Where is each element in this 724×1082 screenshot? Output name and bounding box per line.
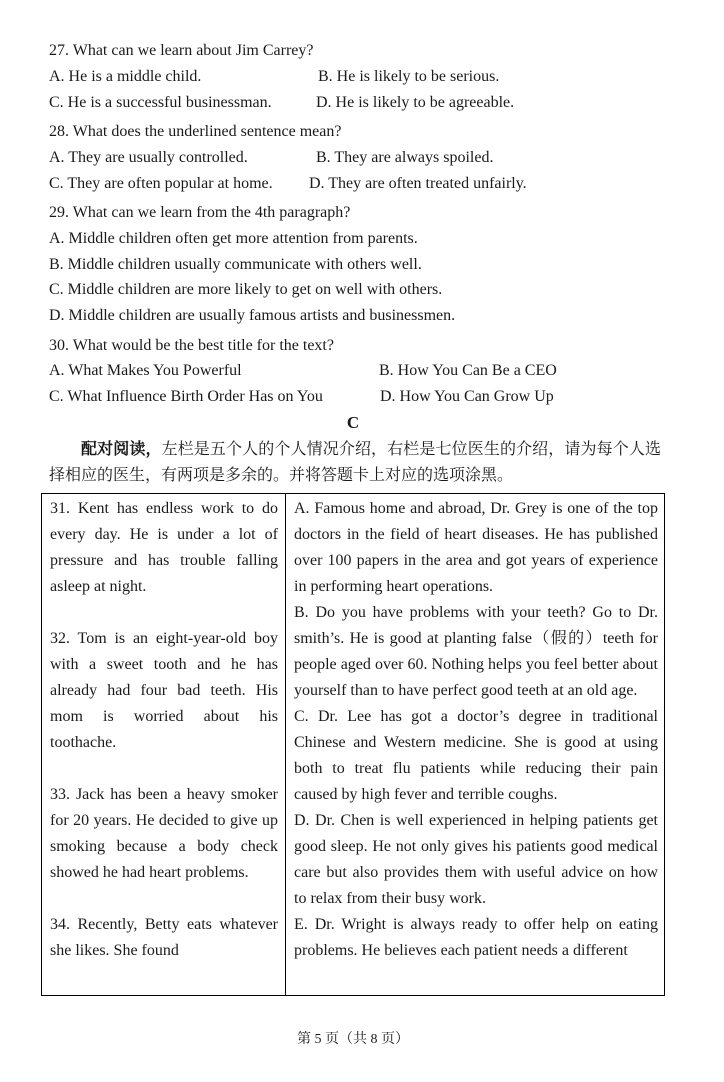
q30-option-a: A. What Makes You Powerful bbox=[49, 362, 242, 379]
page-footer: 第 5 页（共 8 页） bbox=[297, 1032, 409, 1047]
q27-option-d: D. He is likely to be agreeable. bbox=[316, 94, 515, 111]
q29-option-a: A. Middle children often get more attention from parents. bbox=[49, 230, 418, 247]
column-divider bbox=[285, 494, 286, 995]
question-29-stem: 29. What can we learn from the 4th paragraph? bbox=[49, 204, 351, 221]
section-heading: C bbox=[346, 413, 360, 432]
q30-option-c: C. What Influence Birth Order Has on You bbox=[49, 388, 323, 405]
matching-table bbox=[41, 493, 665, 996]
doctor-item-a: A. Famous home and abroad, Dr. Grey is one of the top doctors in the field of heart diseases. He has published over 100 papers in the area and got years of experience in performing heart operations. bbox=[294, 500, 658, 595]
doctor-item-e: E. Dr. Wright is always ready to offer help on eating problems. He believes each patient needs a different bbox=[294, 916, 658, 959]
q28-option-d: D. They are often treated unfairly. bbox=[309, 175, 527, 192]
people-column bbox=[50, 496, 278, 964]
instructions-text: 左栏是五个人的个人情况介绍，右栏是七位医生的介绍，请为每个人选择相应的医生，有两项是多余的。并将答题卡上对应的选项涂黑。 bbox=[49, 441, 661, 484]
doctor-item-c: C. Dr. Lee has got a doctor’s degree in traditional Chinese and Western medicine. She is good at using both to treat flu patients while reducing their pain caused by high fever and terrible coughs. bbox=[294, 708, 658, 803]
q27-option-b: B. He is likely to be serious. bbox=[318, 68, 500, 85]
q27-option-c: C. He is a successful businessman. bbox=[49, 94, 272, 111]
instructions-bold: 配对阅读， bbox=[81, 439, 162, 458]
q30-option-d: D. How You Can Grow Up bbox=[380, 388, 554, 405]
question-27-stem: 27. What can we learn about Jim Carrey? bbox=[49, 42, 314, 59]
person-item-34: 34. Recently, Betty eats whatever she likes. She found bbox=[50, 916, 278, 959]
q29-option-b: B. Middle children usually communicate with others well. bbox=[49, 256, 422, 273]
question-30-stem: 30. What would be the best title for the text? bbox=[49, 337, 334, 354]
q28-option-a: A. They are usually controlled. bbox=[49, 149, 248, 166]
q27-option-a: A. He is a middle child. bbox=[49, 68, 202, 85]
person-item-31: 31. Kent has endless work to do every day. He is under a lot of pressure and has trouble falling asleep at night. bbox=[50, 500, 278, 595]
question-28-stem: 28. What does the underlined sentence mean? bbox=[49, 123, 342, 140]
doctor-item-b: B. Do you have problems with your teeth? Go to Dr. smith’s. He is good at planting false（假的）teeth for people aged over 60. Nothing helps you feel better about yourself than to have perfect good teeth at an old age. bbox=[294, 604, 658, 699]
q28-option-c: C. They are often popular at home. bbox=[49, 175, 273, 192]
doctor-item-d: D. Dr. Chen is well experienced in helping patients get good sleep. He not only gives his patients good medical care but also provides them with useful advice on how to relax from their busy work. bbox=[294, 812, 658, 907]
q28-option-b: B. They are always spoiled. bbox=[316, 149, 494, 166]
q30-option-b: B. How You Can Be a CEO bbox=[379, 362, 557, 379]
person-item-32: 32. Tom is an eight-year-old boy with a sweet tooth and he has already had four bad teeth. His mom is worried about his toothache. bbox=[50, 630, 278, 751]
q29-option-d: D. Middle children are usually famous artists and businessmen. bbox=[49, 307, 456, 324]
doctors-column bbox=[294, 496, 658, 964]
instructions bbox=[49, 436, 661, 489]
person-item-33: 33. Jack has been a heavy smoker for 20 years. He decided to give up smoking because a body check showed he had heart problems. bbox=[50, 786, 278, 881]
q29-option-c: C. Middle children are more likely to get on well with others. bbox=[49, 281, 443, 298]
